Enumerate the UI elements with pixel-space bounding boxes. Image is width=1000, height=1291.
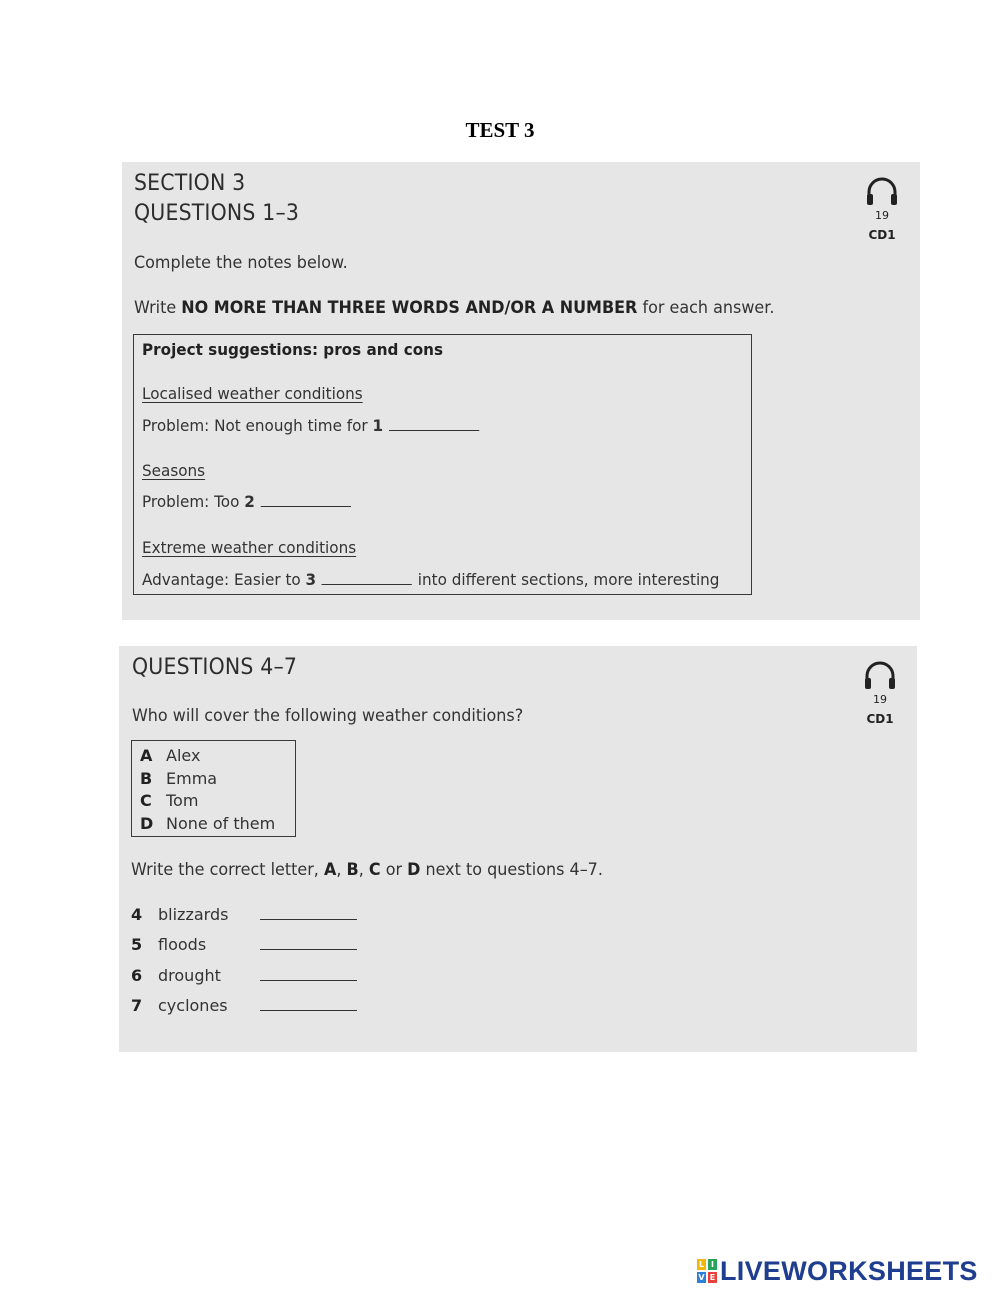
audio-cd-label: CD1 bbox=[866, 712, 894, 726]
brand-tile: E bbox=[709, 1273, 716, 1282]
option-item: B Emma bbox=[140, 769, 218, 788]
instruction-complete-notes: Complete the notes below. bbox=[134, 253, 348, 273]
question-prompt: Who will cover the following weather conditions? bbox=[132, 706, 524, 726]
audio-cue-2[interactable] bbox=[860, 660, 900, 726]
notes-topic-extreme: Extreme weather conditions bbox=[142, 538, 357, 557]
brand-name: LIVEWORKSHEETS bbox=[720, 1255, 978, 1286]
option-item: D None of them bbox=[140, 814, 276, 833]
audio-track-number: 19 bbox=[875, 209, 889, 222]
answer-blank-3[interactable] bbox=[322, 584, 412, 585]
audio-cd-label: CD1 bbox=[868, 228, 896, 242]
question-row: 4 blizzards bbox=[131, 905, 357, 925]
notes-line-2: Problem: Too 2 bbox=[142, 492, 351, 512]
options-box bbox=[131, 740, 296, 837]
audio-track-number: 19 bbox=[873, 693, 887, 706]
question-row: 7 cyclones bbox=[131, 996, 357, 1016]
page-title: TEST 3 bbox=[465, 118, 535, 142]
answer-blank-7[interactable] bbox=[260, 1010, 357, 1011]
brand-tile: I bbox=[708, 1259, 717, 1270]
answer-blank-4[interactable] bbox=[260, 919, 357, 920]
answer-blank-5[interactable] bbox=[260, 949, 357, 950]
notes-box bbox=[133, 334, 752, 595]
questions-heading: QUESTIONS 1–3 bbox=[134, 201, 300, 226]
questions-heading-4-7: QUESTIONS 4–7 bbox=[132, 655, 298, 680]
answer-blank-1[interactable] bbox=[389, 430, 479, 431]
option-item: C Tom bbox=[140, 791, 199, 810]
instruction-write-letter: Write the correct letter, A, B, C or D next to questions 4–7. bbox=[131, 860, 603, 880]
brand-tile: V bbox=[698, 1273, 705, 1282]
notes-title: Project suggestions: pros and cons bbox=[142, 340, 444, 359]
headphones-icon bbox=[862, 660, 898, 692]
option-item: A Alex bbox=[140, 746, 201, 765]
notes-topic-localised: Localised weather conditions bbox=[142, 384, 363, 403]
brand-mark-icon bbox=[697, 1259, 717, 1283]
question-row: 5 floods bbox=[131, 935, 357, 955]
audio-cue[interactable] bbox=[862, 176, 902, 242]
brand-tile: L bbox=[698, 1260, 705, 1269]
answer-blank-2[interactable] bbox=[261, 506, 351, 507]
section-heading: SECTION 3 bbox=[134, 171, 246, 196]
notes-line-1: Problem: Not enough time for 1 bbox=[142, 416, 479, 436]
notes-line-3: Advantage: Easier to 3 into different sections, more interesting bbox=[142, 570, 720, 589]
question-row: 6 drought bbox=[131, 966, 357, 986]
notes-topic-seasons: Seasons bbox=[142, 461, 206, 480]
liveworksheets-logo[interactable] bbox=[697, 1256, 978, 1286]
answer-blank-6[interactable] bbox=[260, 980, 357, 981]
headphones-icon bbox=[864, 176, 900, 208]
instruction-word-limit: Write NO MORE THAN THREE WORDS AND/OR A NUMBER for each answer. bbox=[134, 298, 775, 318]
